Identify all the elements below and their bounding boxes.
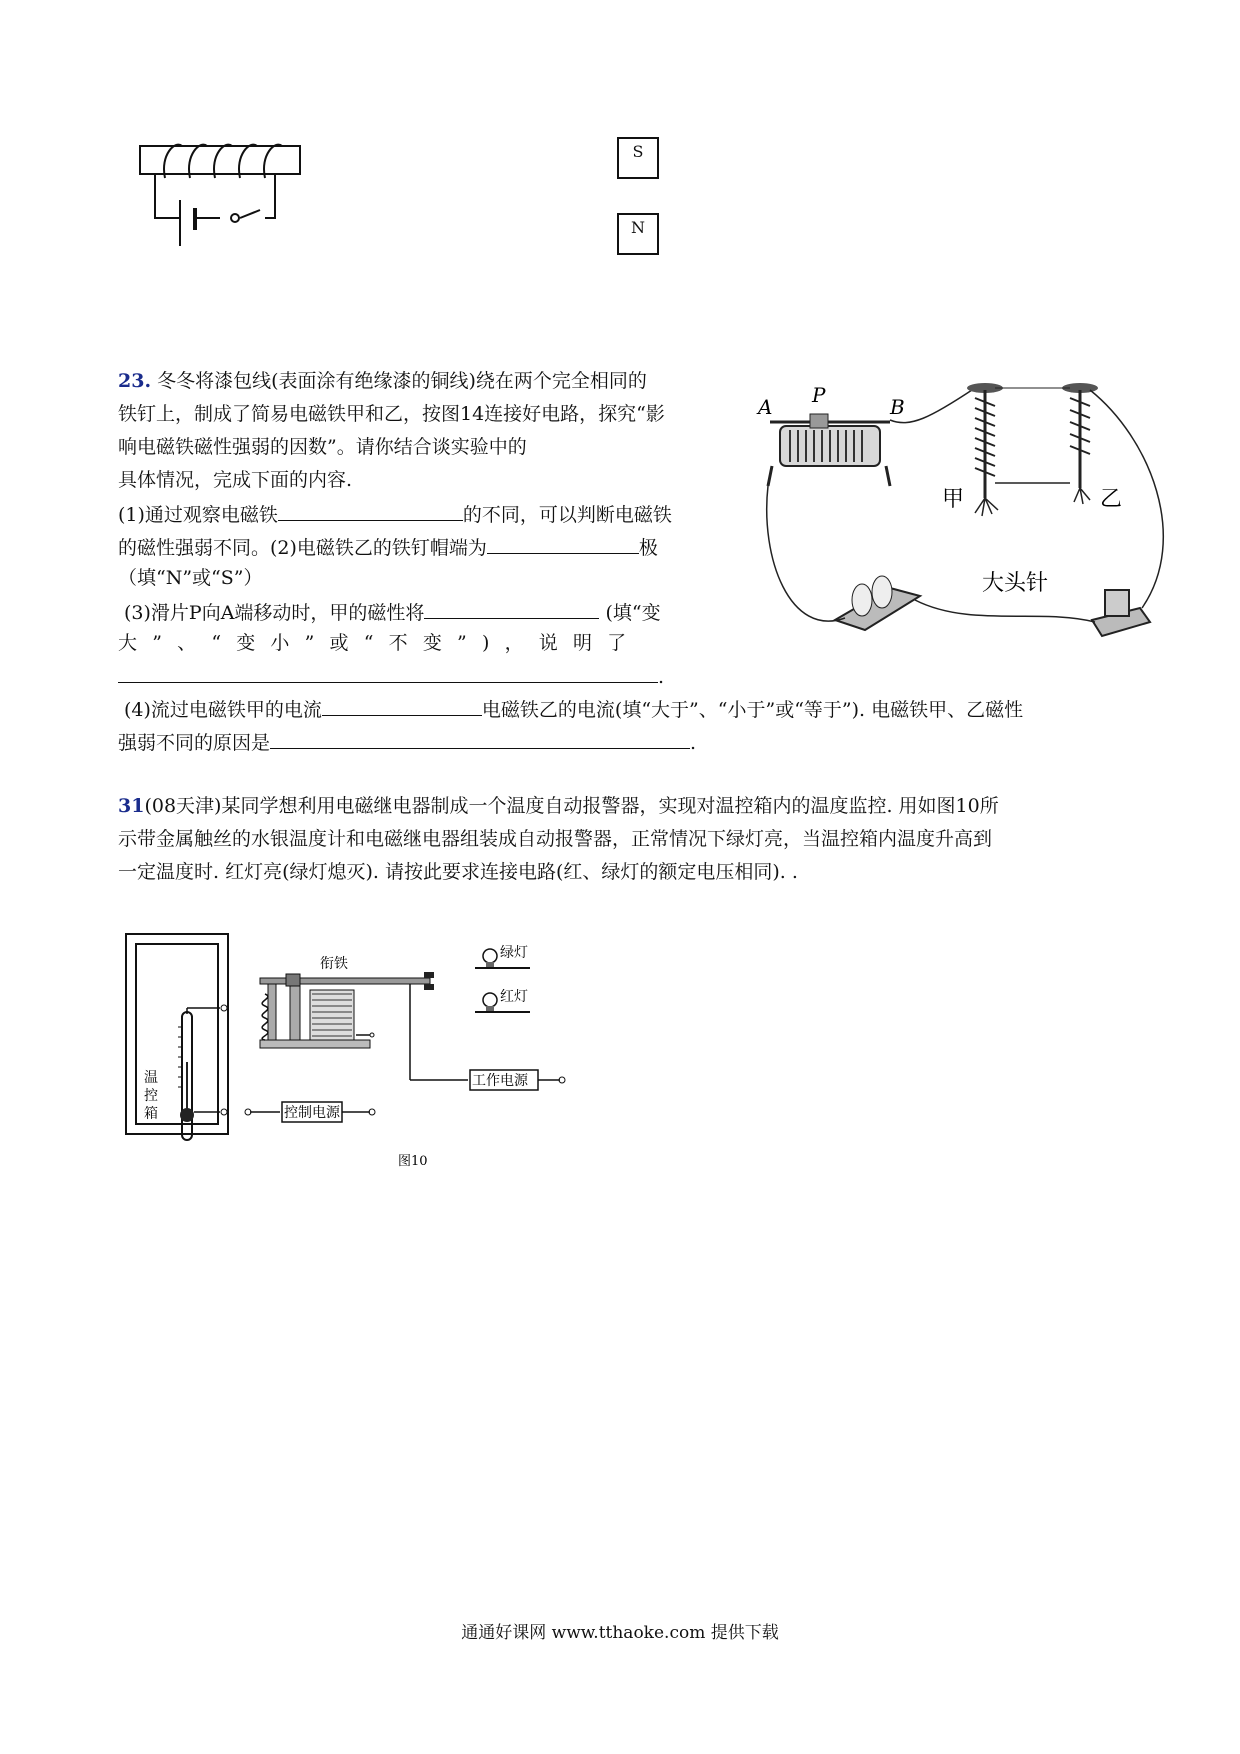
q23-part2-b: 极 [638, 537, 658, 559]
red-lamp-label: 红灯 [500, 989, 528, 1005]
q23-part1 [118, 502, 672, 526]
q23-line2: 铁钉上，制成了简易电磁铁甲和乙，按图14连接好电路，探究“影 [118, 403, 665, 425]
q23-part2 [118, 535, 658, 559]
fig14-label-yi: 乙 [1100, 487, 1123, 512]
q23-part4-end: . [690, 732, 697, 754]
q23-part3 [124, 600, 661, 624]
pole-box-s [617, 137, 659, 179]
pole-box-n [617, 213, 659, 255]
box-label-1: 温 [144, 1070, 158, 1086]
q31-line1 [118, 795, 999, 817]
q23-part4-b: 电磁铁乙的电流(填“大于”、“小于”或“等于”). 电磁铁甲、乙磁性 [481, 699, 1024, 721]
q23-part3-c: 大”、“变小”或“不变”)，说明了 [118, 632, 642, 654]
q23-part3-a: (3)滑片P向A端移动时，甲的磁性将 [124, 602, 425, 624]
q23-part1-b: 的不同，可以判断电磁铁 [462, 504, 672, 526]
q23-part4 [124, 697, 1023, 721]
fig14-label-pins: 大头针 [982, 571, 1049, 596]
fig14-label-jia: 甲 [942, 487, 965, 512]
answer-blank-5[interactable] [322, 697, 482, 716]
answer-blank-4[interactable] [118, 664, 658, 683]
box-label-2: 控 [144, 1088, 158, 1104]
q23-number: 23. [118, 370, 152, 392]
q23-part3-answer [118, 664, 664, 688]
answer-blank-1[interactable] [278, 502, 463, 521]
fig14-label-p: P [812, 383, 826, 407]
temperature-alarm-figure [120, 932, 680, 1172]
pole-label-n: N [631, 218, 645, 237]
solenoid-circuit-figure [120, 120, 320, 280]
pole-label-s: S [632, 142, 644, 161]
fig14-label-a: A [758, 395, 773, 419]
q23-part2-paren: （填“N”或“S”） [118, 567, 263, 589]
fig14-label-b: B [890, 395, 905, 419]
q31-line3: 一定温度时. 红灯亮(绿灯熄灭). 请按此要求连接电路(红、绿灯的额定电压相同). . [118, 861, 798, 883]
q23-part1-a: (1)通过观察电磁铁 [118, 504, 278, 526]
q23-part3-b: (填“变 [605, 602, 661, 624]
green-lamp-label: 绿灯 [500, 945, 528, 961]
control-power-label: 控制电源 [284, 1105, 340, 1121]
page-footer: 通通好课网 www.tthaoke.com 提供下载 [461, 1623, 779, 1643]
q23-line3: 响电磁铁磁性强弱的因数”。请你结合谈实验中的 [118, 436, 527, 458]
answer-blank-6[interactable] [270, 730, 690, 749]
box-label-3: 箱 [144, 1106, 158, 1122]
q31-number: 31 [118, 795, 145, 817]
answer-blank-2[interactable] [487, 535, 639, 554]
q23-part3-end: . [658, 666, 665, 688]
q23-part4-a: (4)流过电磁铁甲的电流 [124, 699, 322, 721]
q23-part4-reason [118, 730, 696, 754]
q31-line2: 示带金属触丝的水银温度计和电磁继电器组装成自动报警器，正常情况下绿灯亮，当温控箱内温度升高到 [118, 828, 993, 850]
armature-label: 衔铁 [320, 956, 348, 972]
fig10-caption: 图10 [398, 1154, 428, 1169]
work-power-label: 工作电源 [472, 1073, 528, 1089]
q23-part4-c: 强弱不同的原因是 [118, 732, 271, 754]
q23-line1 [118, 370, 647, 392]
q31-text-1: (08天津)某同学想利用电磁继电器制成一个温度自动报警器，实现对温控箱内的温度监控. 用如图10所 [144, 795, 999, 817]
q23-part2-a: 的磁性强弱不同。(2)电磁铁乙的铁钉帽端为 [118, 537, 487, 559]
electromagnet-apparatus-figure [750, 378, 1170, 668]
q23-line4: 具体情况，完成下面的内容. [118, 469, 353, 491]
answer-blank-3[interactable] [424, 600, 599, 619]
q23-text-1: 冬冬将漆包线(表面涂有绝缘漆的铜线)绕在两个完全相同的 [157, 370, 647, 392]
